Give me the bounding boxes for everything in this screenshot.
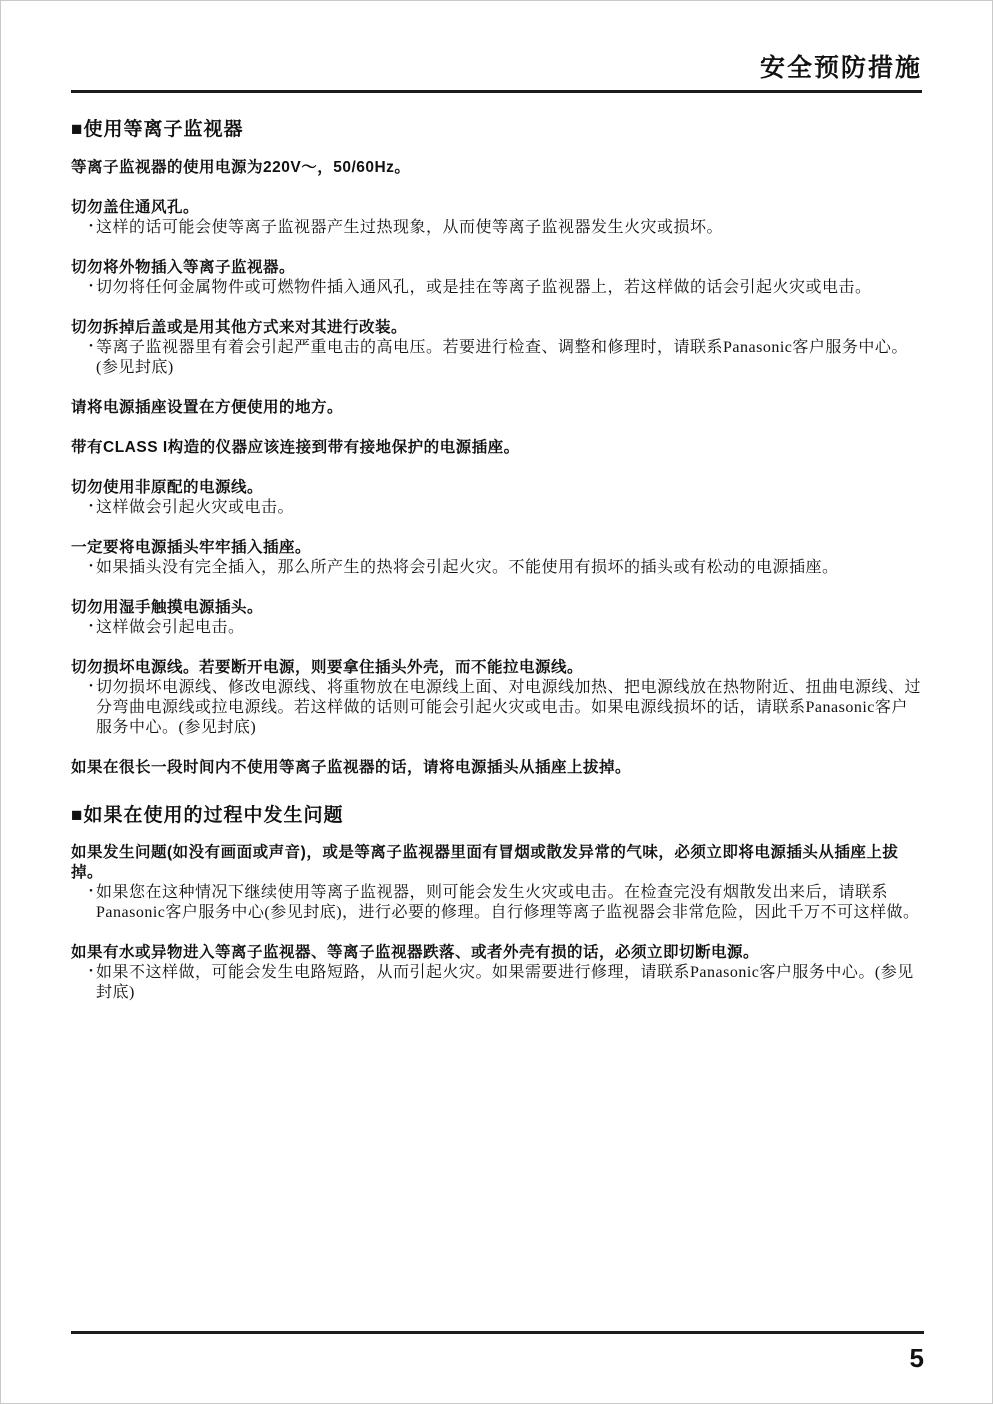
safety-paragraph — [71, 198, 922, 238]
bullet-marker: ・ — [84, 560, 99, 575]
safety-statement: 如果发生问题(如没有画面或声音)，或是等离子监视器里面有冒烟或散发异常的气味，必须立即将电源插头从插座上拔掉。 — [71, 844, 899, 881]
bullet-marker: ・ — [84, 280, 99, 295]
bullet-marker: ・ — [84, 680, 99, 695]
safety-statement: 如果在很长一段时间内不使用等离子监视器的话，请将电源插头从插座上拔掉。 — [71, 759, 632, 776]
safety-detail — [71, 498, 922, 518]
section-trouble — [71, 843, 922, 1003]
bullet-marker: ・ — [84, 885, 99, 900]
section-heading-trouble: ■如果在使用的过程中发生问题 — [71, 805, 344, 826]
bullet-marker: ・ — [84, 620, 99, 635]
safety-paragraph — [71, 398, 922, 418]
safety-paragraph — [71, 318, 922, 378]
page-header — [71, 1, 922, 93]
safety-paragraph — [71, 758, 922, 778]
safety-detail-text: 如果您在这种情况下继续使用等离子监视器，则可能会发生火灾或电击。在检查完没有烟散发出来后，请联系Panasonic客户服务中心(参见封底)，进行必要的修理。自行修理等离子监视器会非常危险，因此千万不可这样做。 — [96, 884, 920, 921]
bullet-marker: ・ — [84, 220, 99, 235]
section-plasma-usage — [71, 158, 922, 778]
safety-statement: 切勿使用非原配的电源线。 — [71, 479, 264, 496]
page-footer — [71, 1331, 924, 1373]
safety-detail — [71, 618, 922, 638]
safety-detail — [71, 218, 922, 238]
page-title: 安全预防措施 — [759, 54, 922, 82]
safety-detail — [71, 278, 922, 298]
safety-detail-text: 这样做会引起火灾或电击。 — [96, 499, 295, 516]
safety-paragraph — [71, 538, 922, 578]
safety-statement: 切勿损坏电源线。若要断开电源，则要拿住插头外壳，而不能拉电源线。 — [71, 659, 584, 676]
safety-statement: 一定要将电源插头牢牢插入插座。 — [71, 539, 312, 556]
bullet-marker: ・ — [84, 965, 99, 980]
safety-paragraph — [71, 943, 922, 1003]
safety-paragraph — [71, 598, 922, 638]
safety-detail — [71, 338, 922, 378]
safety-paragraph — [71, 258, 922, 298]
safety-detail-text: 等离子监视器里有着会引起严重电击的高电压。若要进行检查、调整和修理时，请联系Panasonic客户服务中心。(参见封底) — [96, 339, 908, 376]
section-heading-plasma-usage: ■使用等离子监视器 — [71, 119, 244, 140]
safety-paragraph — [71, 658, 922, 738]
safety-detail-text: 这样的话可能会使等离子监视器产生过热现象，从而使等离子监视器发生火灾或损坏。 — [96, 219, 724, 236]
safety-statement: 切勿拆掉后盖或是用其他方式来对其进行改装。 — [71, 319, 408, 336]
footer-rule — [71, 1331, 924, 1334]
safety-paragraph — [71, 158, 922, 178]
page-number: 5 — [909, 1343, 924, 1373]
safety-statement: 请将电源插座设置在方便使用的地方。 — [71, 399, 344, 416]
safety-detail — [71, 963, 922, 1003]
bullet-marker: ・ — [84, 340, 99, 355]
safety-detail — [71, 883, 922, 923]
safety-detail-text: 如果插头没有完全插入，那么所产生的热将会引起火灾。不能使用有损坏的插头或有松动的电源插座。 — [96, 559, 839, 576]
safety-detail-text: 如果不这样做，可能会发生电路短路，从而引起火灾。如果需要进行修理，请联系Panasonic客户服务中心。(参见封底) — [96, 964, 914, 1001]
header-rule — [71, 90, 922, 93]
safety-statement: 如果有水或异物进入等离子监视器、等离子监视器跌落、或者外壳有损的话，必须立即切断电源。 — [71, 944, 760, 961]
safety-statement: 等离子监视器的使用电源为220V～，50/60Hz。 — [71, 159, 411, 176]
safety-paragraph — [71, 843, 922, 923]
safety-paragraph — [71, 438, 922, 458]
safety-paragraph — [71, 478, 922, 518]
safety-detail-text: 切勿损坏电源线、修改电源线、将重物放在电源线上面、对电源线加热、把电源线放在热物附近、扭曲电源线、过分弯曲电源线或拉电源线。若这样做的话则可能会引起火灾或电击。如果电源线损坏的话，请联系Panasonic客户服务中心。(参见封底) — [96, 679, 922, 736]
safety-detail-text: 切勿将任何金属物件或可燃物件插入通风孔，或是挂在等离子监视器上，若这样做的话会引起火灾或电击。 — [96, 279, 872, 296]
safety-detail — [71, 678, 922, 738]
safety-detail — [71, 558, 922, 578]
safety-statement: 切勿将外物插入等离子监视器。 — [71, 259, 296, 276]
safety-statement: 切勿用湿手触摸电源插头。 — [71, 599, 264, 616]
safety-statement: 带有CLASS I构造的仪器应该连接到带有接地保护的电源插座。 — [71, 439, 520, 456]
safety-detail-text: 这样做会引起电击。 — [96, 619, 245, 636]
bullet-marker: ・ — [84, 500, 99, 515]
safety-statement: 切勿盖住通风孔。 — [71, 199, 200, 216]
